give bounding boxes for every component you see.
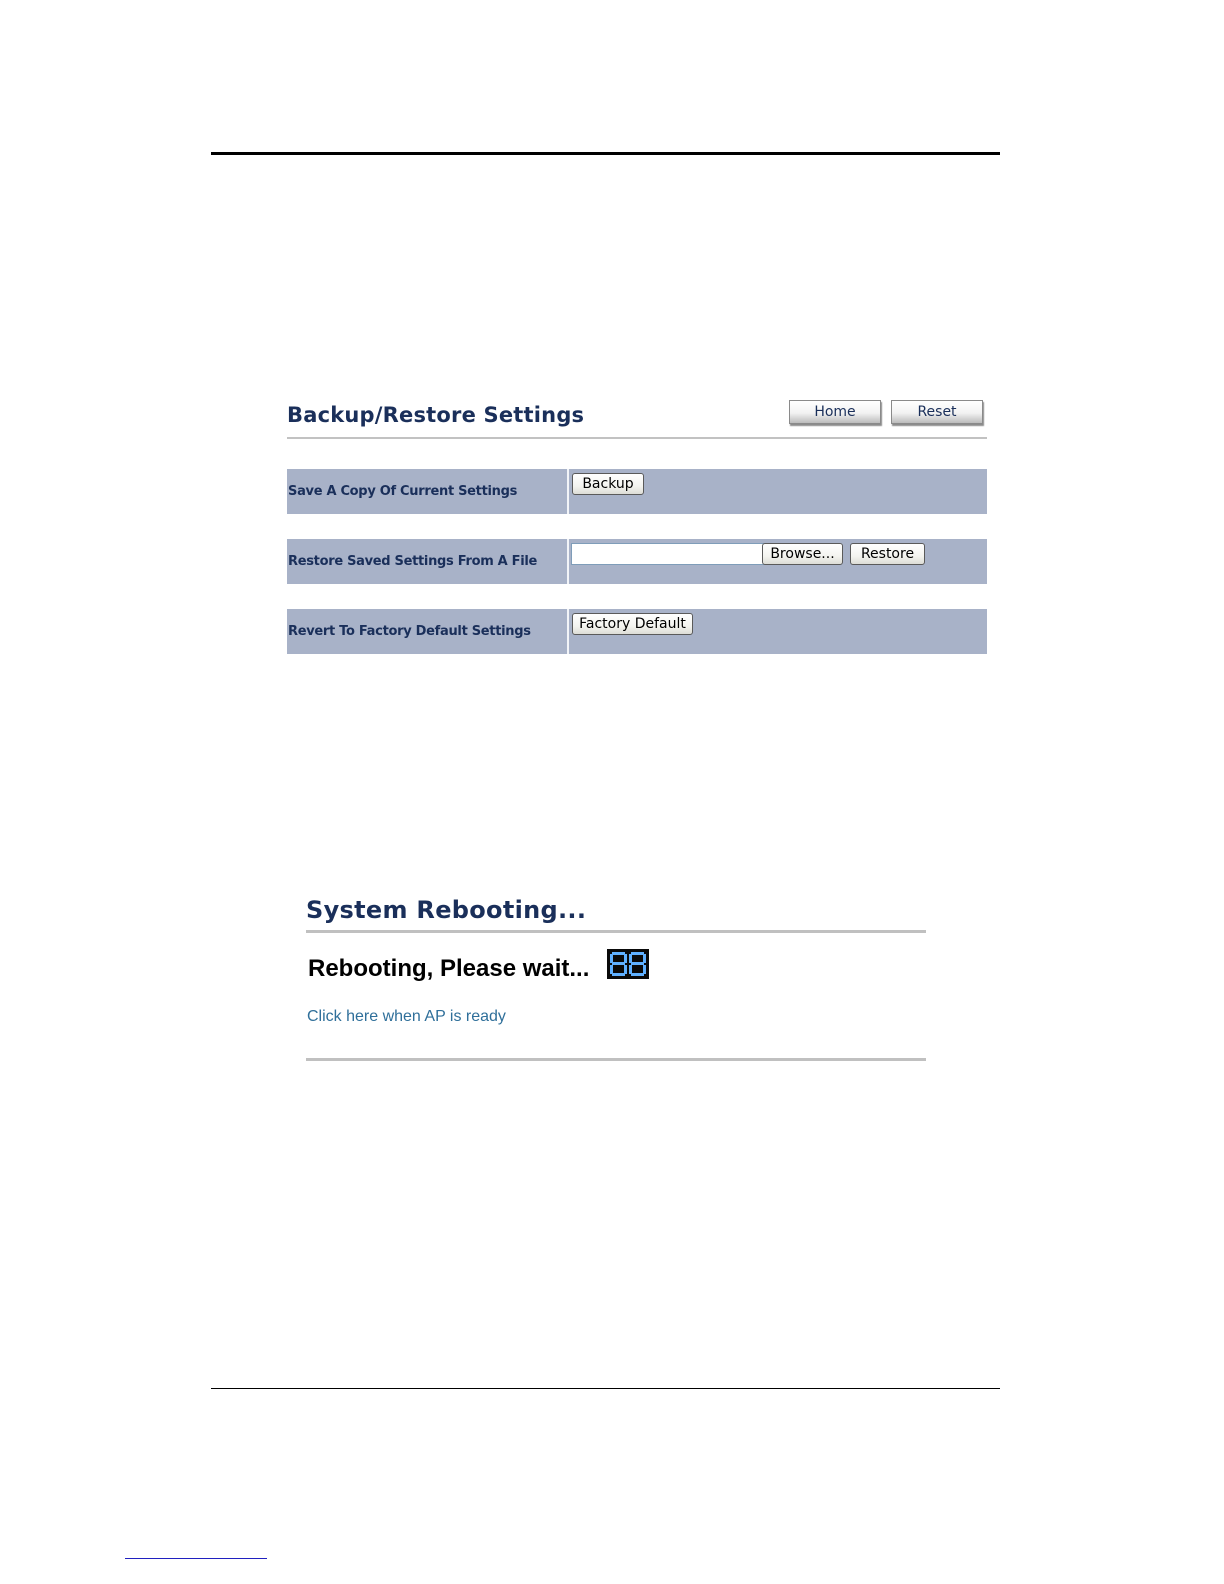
countdown-digit: [610, 952, 627, 976]
countdown-digit: [629, 952, 646, 976]
countdown-segment: [631, 973, 644, 976]
reset-button[interactable]: Reset: [891, 400, 983, 424]
countdown-display: [607, 949, 649, 979]
reboot-bottom-rule: [306, 1058, 926, 1061]
countdown-segment: [612, 962, 625, 965]
factory-default-row: [287, 609, 987, 654]
row-divider: [567, 469, 569, 514]
reboot-message: Rebooting, Please wait...: [308, 955, 590, 982]
page-top-rule: [211, 152, 1000, 155]
footer-link-underline: [125, 1558, 267, 1559]
factory-default-button[interactable]: Factory Default: [572, 613, 693, 635]
row-divider: [567, 609, 569, 654]
countdown-segment: [610, 965, 613, 974]
backup-row-label: Save A Copy Of Current Settings: [288, 484, 518, 499]
row-divider: [567, 539, 569, 584]
ap-ready-link[interactable]: Click here when AP is ready: [307, 1008, 506, 1025]
browse-button[interactable]: Browse...: [762, 543, 843, 565]
restore-button[interactable]: Restore: [850, 543, 925, 565]
home-button[interactable]: Home: [789, 400, 881, 424]
countdown-segment: [631, 962, 644, 965]
panel-title-underline: [287, 437, 987, 439]
restore-row: [287, 539, 987, 584]
factory-default-row-label: Revert To Factory Default Settings: [288, 624, 531, 639]
restore-row-label: Restore Saved Settings From A File: [288, 554, 538, 569]
countdown-segment: [612, 973, 625, 976]
reboot-title-underline: [306, 930, 926, 933]
page-bottom-rule: [211, 1388, 1000, 1389]
countdown-segment: [629, 965, 632, 974]
backup-row: [287, 469, 987, 514]
backup-button[interactable]: Backup: [572, 473, 644, 495]
reboot-title: System Rebooting...: [306, 896, 587, 924]
panel-title: Backup/Restore Settings: [287, 403, 585, 427]
restore-file-input[interactable]: [571, 543, 765, 565]
